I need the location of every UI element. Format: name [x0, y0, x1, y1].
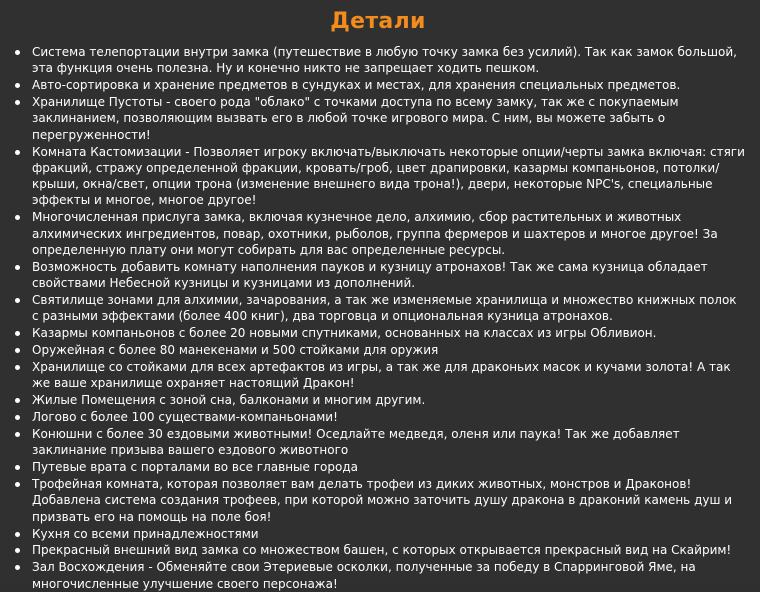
list-item-text: Жилые Помещения с зоной сна, балконами и многим другим. — [32, 393, 426, 408]
list-item-text: Система телепортации внутри замка (путешествие в любую точку замка без усилий). Так как замок большой, эта функция очень полезна. Ну и конечно никто не запрещает ходить пешком. — [32, 45, 737, 76]
list-item — [10, 392, 746, 408]
bullet-icon — [15, 398, 20, 403]
list-item-text: Хранилище Пустоты - своего рода "облако" с точками доступа по всему замку, так же с покупаемым заклинанием, позволяющим вызвать его в любой точке игрового мира. С ним, вы можете забыть о перегруженности! — [32, 95, 679, 142]
bullet-icon — [15, 331, 20, 336]
list-item-text: Комната Кастомизации - Позволяет игроку включать/выключать некоторые опции/черты замка включая: стяги фракций, стражу определенной фракции, кровать/гроб, цвет драпировки, казармы компаньонов, потолки/крыши, окна/свет, опции трона (изменение внешнего вида трона!), двери, некоторые NPC's, специальные эффекты и многое, многое другое! — [32, 144, 745, 208]
bullet-icon — [15, 265, 20, 270]
list-item — [10, 526, 746, 542]
list-item-text: Возможность добавить комнату наполнения пауков и кузницу атронахов! Так же сама кузница обладает свойствами Небесной кузницы и кузницами из дополнений. — [32, 259, 708, 291]
bullet-icon — [15, 365, 20, 370]
list-item — [10, 359, 746, 392]
bullet-icon — [15, 432, 20, 437]
bullet-icon — [15, 415, 20, 420]
list-item-text: Логово с более 100 существами-компаньонами! — [32, 410, 338, 425]
list-item — [10, 409, 746, 425]
details-title: Детали — [330, 9, 426, 34]
bullet-icon — [15, 465, 20, 470]
feature-list — [10, 44, 746, 592]
list-item-text: Прекрасный внешний вид замка со множеством башен, с которых открывается прекрасный вид на Скайрим! — [32, 543, 732, 558]
list-item — [10, 259, 746, 292]
bullet-icon — [15, 215, 20, 220]
bullet-icon — [15, 482, 20, 487]
list-item — [10, 209, 746, 258]
bullet-icon — [15, 298, 20, 303]
list-item-text: Многочисленная прислуга замка, включая кузнечное дело, алхимию, сбор растительных и животных алхимических ингредиентов, повар, охотники, рыболов, группа фермеров и шахтеров и многое другое! За определенную плату они могут собирать для вас определенные ресурсы. — [32, 210, 718, 257]
list-item — [10, 77, 746, 93]
bullet-icon — [15, 50, 20, 55]
list-item-text: Путевые врата с порталами во все главные города — [32, 460, 358, 475]
list-item-text: Хранилище со стойками для всех артефактов из игры, а так же для драконьих масок и кучами золота! А так же ваше хранилище охраняет настоящий Дракон! — [32, 359, 731, 391]
list-item — [10, 144, 746, 209]
list-item-text: Авто-сортировка и хранение предметов в сундуках и местах, для хранения специальных предметов. — [32, 78, 681, 93]
list-item — [10, 342, 746, 358]
list-item — [10, 94, 746, 143]
list-item — [10, 292, 746, 325]
bullet-icon — [15, 83, 20, 88]
bullet-icon — [15, 548, 20, 553]
list-item-text: Зал Восхождения - Обменяйте свои Этериевые осколки, полученные за победу в Спарринговой Яме, на многочисленные улучшение своего персонажа! — [32, 560, 696, 591]
list-item — [10, 426, 746, 459]
list-item — [10, 542, 746, 558]
bullet-icon — [15, 150, 20, 155]
bullet-icon — [15, 348, 20, 353]
bullet-icon — [15, 100, 20, 105]
list-item — [10, 559, 746, 592]
list-item-text: Конюшни с более 30 ездовыми животными! Оседлайте медведя, оленя или паука! Так же добавляет заклинание призыва вашего ездового животного — [32, 426, 680, 458]
list-item-text: Кухня со всеми принадлежностями — [32, 526, 259, 541]
list-item — [10, 44, 746, 77]
list-item-text: Казармы компаньонов с более 20 новыми спутниками, основанных на классах из игры Обливион. — [32, 326, 657, 341]
bullet-icon — [15, 565, 20, 570]
list-item — [10, 325, 746, 341]
list-item-text: Трофейная комната, которая позволяет вам делать трофеи из диких животных, монстров и Драконов! Добавлена система создания трофеев, при которой можно заточить душу дракона в драконий камень душ и призвать его на помощь на поле боя! — [32, 477, 733, 524]
bullet-icon — [15, 532, 20, 537]
list-item-text: Святилище зонами для алхимии, зачарования, а так же изменяемые хранилища и множество книжных полок с разными эффектами (более 400 книг), два торговца и опциональная кузница атронахов. — [32, 293, 737, 324]
list-item — [10, 459, 746, 475]
list-item-text: Оружейная с более 80 манекенами и 500 стойками для оружия — [32, 343, 439, 358]
list-item — [10, 476, 746, 525]
